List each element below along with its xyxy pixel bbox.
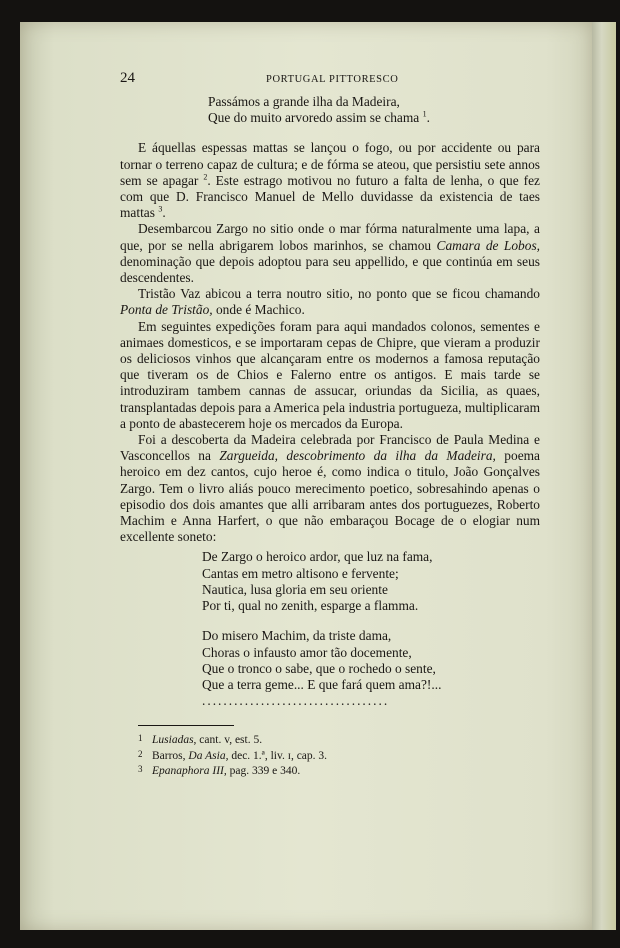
text-run: Em seguintes expedições foram para aqui mandados colonos, sementes e animaes domesticos, e se importaram cepas de Chipre, que vieram a produzir os deliciosos vinhos que alcançaram entre os modernos a famosa reputação que tiveram os de Chios e Falerno entre os antigos. E mais tarde se introduziram tambem cannas de assucar, oriundas da Sicilia, as quaes, transplantadas depois para a America pela industria portugueza, multiplicaram a ponto de abastecerem hoje os mercados da Europa. [120, 318, 540, 431]
footnote-number: 3 [138, 764, 143, 775]
text-run: Barros, [152, 749, 189, 762]
text-run: pag. 339 e 340. [226, 765, 301, 778]
footnote-rule [138, 725, 234, 726]
text-run: . Este estrago motivou no futuro a falta de lenha, o que fez com que D. Francisco Manuel de Mello duvidasse da existencia de taes mattas [120, 172, 540, 221]
page-edge [592, 22, 616, 930]
italic-text: Da Asia, [188, 749, 229, 762]
footnote [138, 763, 540, 779]
italic-text: Zargueida, descobrimento da ilha da Madeira, [219, 448, 496, 464]
footnotes [120, 732, 540, 779]
paragraph [120, 140, 540, 221]
text-run: dec. 1.ª, liv. ɪ, cap. 3. [228, 749, 328, 762]
epigraph-line-1: Passámos a grande ilha da Madeira, [208, 94, 400, 109]
footnote [138, 732, 540, 748]
text-run: Desembarcou Zargo no sitio onde o mar fórma naturalmente uma lapa, a que, por se nella abrigarem lobos marinhos, se chamou [120, 221, 540, 253]
body-text [120, 140, 540, 545]
sonnet-line: Nautica, lusa gloria em seu oriente [202, 581, 388, 597]
text-run: , cant. v, est. 5. [193, 734, 263, 747]
sonnet-line: Cantas em metro altisono e fervente; [202, 565, 399, 581]
paragraph [120, 319, 540, 432]
italic-text: Ponta de Tristão, [120, 302, 213, 318]
sonnet-line: Choras o infausto amor tão docemente, [202, 644, 412, 660]
page-number: 24 [120, 70, 135, 86]
text-run: denominação que depois adoptou para seu appellido, e que continúa em seus descendentes. [120, 253, 540, 286]
epigraph-line-2: Que do muito arvoredo assim se chama $^1$. [208, 109, 430, 126]
sonnet-line: Por ti, qual no zenith, esparge a flamma. [202, 598, 419, 614]
sonnet-line: Do misero Machim, da triste dama, [202, 628, 392, 644]
sonnet-stanza-1 [120, 549, 540, 614]
sonnet-line: De Zargo o heroico ardor, que luz na fama, [202, 549, 433, 565]
page-content [120, 70, 540, 779]
footnote-ref: 3 [158, 204, 163, 214]
footnote-number: 1 [138, 733, 143, 744]
epigraph-verse [120, 94, 540, 126]
sonnet-line: Que o tronco o sabe, que o rochedo o sente, [202, 660, 436, 676]
italic-text: Camara de Lobos, [436, 237, 541, 253]
text-run: E áquellas espessas mattas se lançou o fogo, ou por accidente ou para tornar o terreno capaz de cultura; e de fórma se ateou, que persistiu sete annos sem se apagar [120, 140, 540, 188]
text-run: Tristão Vaz abicou a terra noutro sitio, no ponto que se ficou chamando [138, 286, 540, 302]
paragraph [120, 221, 540, 286]
footnote-ref: 2 [203, 172, 208, 182]
italic-text: Lusiadas [152, 734, 194, 747]
running-title: PORTUGAL PITTORESCO [266, 74, 399, 85]
paragraph [120, 286, 540, 318]
page-header [120, 70, 540, 96]
text-run: onde é Machico. [212, 302, 305, 318]
paragraph [120, 432, 540, 545]
ellipsis-line: ................................... [202, 693, 390, 709]
text-run: Foi a descoberta da Madeira celebrada por Francisco de Paula Medina e Vasconcellos na [120, 432, 540, 464]
footnote-ref: 1 [422, 109, 427, 119]
italic-text: Epanaphora III, [152, 765, 227, 778]
sonnet-stanza-2 [120, 628, 540, 709]
footnote-number: 2 [138, 748, 143, 759]
footnote [138, 748, 540, 764]
text-run: . [162, 205, 166, 221]
sonnet-line: Que a terra geme... E que fará quem ama?!... [202, 676, 442, 692]
text-run: poema heroico em dez cantos, cujo heroe é, como indica o titulo, João Gonçalves Zargo. Tem o livro aliás pouco merecimento poetico, sobresahindo apenas o episodio dos dois amantes que alli arribaram antes dos portuguezes, Roberto Machim e Anna Harfert, o que não embaraçou Bocage de o elogiar num excellente soneto: [120, 448, 540, 545]
